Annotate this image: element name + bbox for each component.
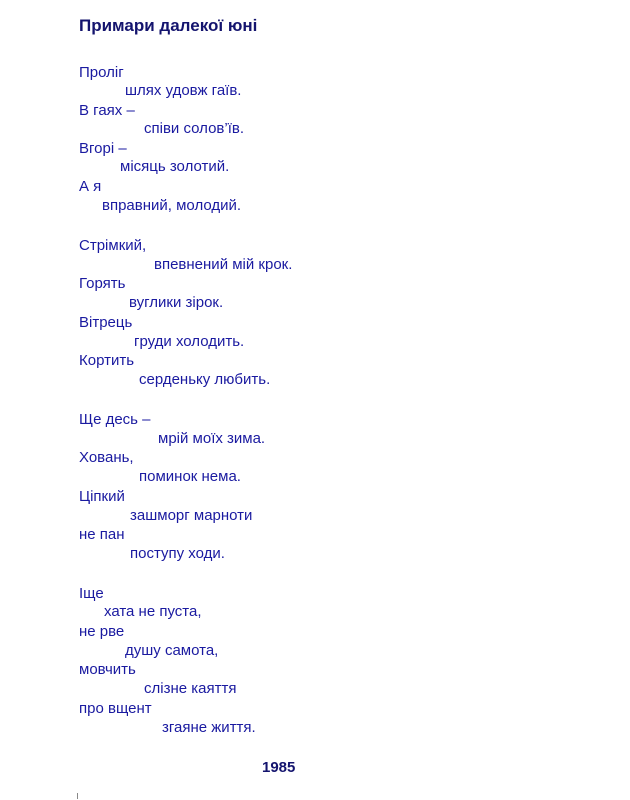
poem-line: душу самота,: [125, 642, 219, 659]
poem-line: Вітрець: [79, 314, 133, 331]
poem-line: поступу ходи.: [130, 545, 225, 562]
poem-line: А я: [79, 178, 102, 195]
poem-line: Іще: [79, 585, 104, 602]
poem-line: Пролiг: [79, 64, 124, 81]
poem-line: вуглики зірок.: [129, 294, 224, 311]
poem-line: серденьку любить.: [139, 371, 271, 388]
poem-line: зашморг марноти: [130, 507, 253, 524]
poem-line: груди холодить.: [134, 333, 245, 350]
poem-title: Примари далекої юні: [79, 16, 258, 35]
poem-line: В гаях –: [79, 102, 135, 119]
poem-line: вправний, молодий.: [102, 197, 242, 214]
poem-line: не рве: [79, 623, 125, 640]
poem-line: Кортить: [79, 352, 135, 369]
poem-line: хата не пуста,: [104, 603, 202, 620]
poem-line: згаяне життя.: [162, 719, 256, 736]
poem-line: Вгорі –: [79, 140, 127, 157]
poem-line: поминок нема.: [139, 468, 241, 485]
poem-line: Горять: [79, 275, 126, 292]
poem-line: місяць золотий.: [120, 158, 230, 175]
poem-line: слізне каяття: [144, 680, 237, 697]
poem-line: Ціпкий: [79, 488, 125, 505]
poem-year: 1985: [262, 759, 296, 776]
poem-line: шлях удовж гаїв.: [125, 82, 242, 99]
poem-line: Ховань,: [79, 449, 134, 466]
poem-line: не пан: [79, 526, 125, 543]
poem-line: мрій моїх зима.: [158, 430, 266, 447]
poem-line: Ще десь –: [79, 411, 151, 428]
poem-line: про вщент: [79, 700, 152, 717]
page-mark: [77, 793, 78, 799]
poem-line: співи солов’їв.: [144, 120, 245, 137]
poem-line: Стрімкий,: [79, 237, 147, 254]
poem-line: мовчить: [79, 661, 136, 678]
poem-line: впевнений мій крок.: [154, 256, 293, 273]
